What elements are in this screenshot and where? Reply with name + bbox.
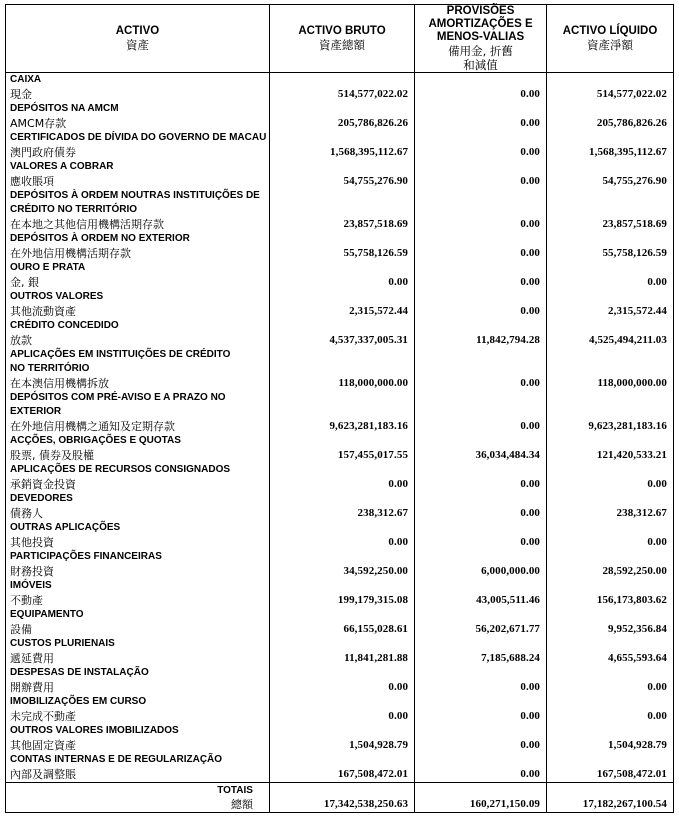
table-row [6, 579, 674, 608]
activo-bruto-value [269, 608, 414, 637]
provisoes-value [415, 189, 547, 232]
activo-liquido-value [547, 391, 674, 434]
activo-liquido-value-text: 514,577,022.02 [596, 88, 667, 100]
table-row [6, 724, 674, 753]
activo-bruto-value-text: 55,758,126.59 [343, 247, 409, 259]
row-label-pt: IMOBILIZAÇÕES EM CURSO [10, 696, 147, 707]
activo-liquido-value [547, 160, 674, 189]
header-activo: ACTIVO 資產 [6, 5, 270, 73]
row-label-zh: 應收賬項 [10, 175, 54, 188]
row-label [6, 695, 270, 724]
row-label-zh: 不動產 [10, 594, 43, 607]
provisoes-value [415, 550, 547, 579]
row-label-pt: OUTROS VALORES IMOBILIZADOS [10, 725, 179, 736]
activo-liquido-value-text: 121,420,533.21 [596, 449, 667, 461]
activo-bruto-value [269, 695, 414, 724]
provisoes-value-text: 43,005,511.46 [476, 594, 541, 606]
table-body [6, 73, 674, 783]
table-row [6, 666, 674, 695]
activo-bruto-value-text: 157,455,017.55 [337, 449, 409, 461]
provisoes-value [415, 521, 547, 550]
table-row [6, 550, 674, 579]
balance-sheet [5, 4, 674, 813]
provisoes-value [415, 160, 547, 189]
activo-liquido-value-text: 54,755,276.90 [602, 175, 667, 187]
activo-bruto-value-text: 205,786,826.26 [337, 117, 409, 129]
table-row [6, 160, 674, 189]
activo-liquido-value [547, 261, 674, 290]
provisoes-value [415, 391, 547, 434]
row-label-pt: VALORES A COBRAR [10, 161, 114, 172]
activo-bruto-value-text: 0.00 [388, 681, 409, 693]
activo-liquido-value-text: 118,000,000.00 [597, 377, 667, 389]
activo-liquido-value [547, 290, 674, 319]
row-label [6, 131, 270, 160]
activo-liquido-value [547, 232, 674, 261]
provisoes-value-text: 0.00 [520, 420, 541, 432]
table-row [6, 463, 674, 492]
activo-liquido-value-text: 28,592,250.00 [602, 565, 667, 577]
provisoes-value [415, 608, 547, 637]
table-row [6, 492, 674, 521]
row-label-pt: OURO E PRATA [10, 262, 86, 273]
activo-bruto-value [269, 189, 414, 232]
provisoes-value [415, 348, 547, 391]
activo-liquido-value-text: 238,312.67 [616, 507, 667, 519]
activo-liquido-value [547, 189, 674, 232]
row-label-pt: EQUIPAMENTO [10, 609, 84, 620]
activo-bruto-value [269, 391, 414, 434]
row-label-zh: 財務投資 [10, 565, 54, 578]
table-row [6, 73, 674, 103]
activo-liquido-value-text: 4,525,494,211.03 [589, 334, 667, 346]
provisoes-value [415, 579, 547, 608]
row-label-pt: DEPÓSITOS À ORDEM NOUTRAS INSTITUIÇÕES DE [10, 190, 260, 201]
row-label [6, 637, 270, 666]
activo-bruto-value [269, 463, 414, 492]
table-row [6, 434, 674, 463]
table-header [6, 5, 674, 73]
provisoes-value-text: 6,000,000.00 [481, 565, 541, 577]
activo-bruto-value [269, 348, 414, 391]
activo-liquido-value [547, 73, 674, 103]
activo-liquido-value [547, 637, 674, 666]
row-label [6, 550, 270, 579]
row-label-pt: DEPÓSITOS À ORDEM NO EXTERIOR [10, 233, 190, 244]
provisoes-value-text: 11,842,794.28 [476, 334, 541, 346]
provisoes-value-text: 56,202,671.77 [475, 623, 541, 635]
activo-bruto-value [269, 666, 414, 695]
provisoes-value-text: 0.00 [520, 377, 541, 389]
activo-bruto-value [269, 102, 414, 131]
row-label [6, 232, 270, 261]
row-label-zh: 其他投資 [10, 536, 54, 549]
row-label [6, 724, 270, 753]
provisoes-value [415, 261, 547, 290]
activo-bruto-value [269, 232, 414, 261]
activo-liquido-value [547, 348, 674, 391]
provisoes-value-text: 0.00 [520, 305, 541, 317]
provisoes-value-text: 0.00 [520, 536, 541, 548]
totals-bruto: 17,342,538,250.63 [269, 783, 414, 813]
provisoes-value-text: 0.00 [520, 478, 541, 490]
row-label [6, 608, 270, 637]
totals-provisoes: 160,271,150.09 [415, 783, 547, 813]
row-label [6, 521, 270, 550]
activo-bruto-value-text: 118,000,000.00 [338, 377, 409, 389]
row-label-pt: CRÉDITO NO TERRITÓRIO [10, 204, 138, 215]
row-label [6, 666, 270, 695]
activo-bruto-value-text: 514,577,022.02 [337, 88, 409, 100]
activo-liquido-value-text: 9,952,356.84 [608, 623, 667, 635]
row-label-zh: AMCM存款 [10, 117, 67, 130]
activo-bruto-value-text: 2,315,572.44 [349, 305, 409, 317]
activo-bruto-value [269, 492, 414, 521]
activo-liquido-value-text: 1,568,395,112.67 [589, 146, 667, 158]
row-label-pt: APLICAÇÕES EM INSTITUIÇÕES DE CRÉDITO [10, 349, 231, 360]
row-label [6, 463, 270, 492]
activo-liquido-value [547, 608, 674, 637]
activo-bruto-value [269, 434, 414, 463]
activo-liquido-value [547, 666, 674, 695]
row-label-pt: DEPÓSITOS NA AMCM [10, 103, 119, 114]
row-label-pt: CAIXA [10, 74, 42, 85]
provisoes-value [415, 637, 547, 666]
row-label-pt: OUTROS VALORES [10, 291, 104, 302]
row-label-zh: 金, 銀 [10, 276, 39, 289]
activo-liquido-value-text: 0.00 [647, 710, 667, 722]
activo-bruto-value [269, 290, 414, 319]
table-row [6, 261, 674, 290]
activo-bruto-value [269, 261, 414, 290]
row-label-zh: 未完成不動產 [10, 710, 76, 723]
provisoes-value-text: 7,185,688.24 [481, 652, 541, 664]
row-label-pt: CONTAS INTERNAS E DE REGULARIZAÇÃO [10, 754, 223, 765]
totals-label: TOTAIS 總額 [6, 783, 270, 813]
provisoes-value [415, 724, 547, 753]
provisoes-value [415, 232, 547, 261]
provisoes-value-text: 0.00 [520, 175, 541, 187]
table-row [6, 695, 674, 724]
provisoes-value-text: 0.00 [520, 117, 541, 129]
provisoes-value-text: 0.00 [520, 146, 541, 158]
row-label-pt: DEVEDORES [10, 493, 73, 504]
activo-bruto-value-text: 199,179,315.08 [337, 594, 409, 606]
totals-row [6, 783, 674, 813]
row-label-zh: 開辦費用 [10, 681, 54, 694]
row-label-pt: NO TERRITÓRIO [10, 363, 90, 374]
activo-liquido-value [547, 319, 674, 348]
row-label [6, 492, 270, 521]
provisoes-value [415, 666, 547, 695]
row-label-zh: 在本澳信用機構拆放 [10, 377, 109, 390]
row-label-zh: 設備 [10, 623, 32, 636]
table-row [6, 608, 674, 637]
activo-liquido-value-text: 0.00 [647, 681, 667, 693]
row-label-zh: 其他固定資產 [10, 739, 76, 752]
table-row [6, 319, 674, 348]
row-label [6, 319, 270, 348]
activo-liquido-value-text: 2,315,572.44 [608, 305, 667, 317]
row-label-zh: 現金 [10, 88, 32, 101]
provisoes-value [415, 695, 547, 724]
row-label [6, 73, 270, 103]
row-label-pt: CERTIFICADOS DE DÍVIDA DO GOVERNO DE MACAU [10, 132, 267, 143]
activo-bruto-value-text: 1,504,928.79 [349, 739, 409, 751]
table-row [6, 521, 674, 550]
activo-liquido-value-text: 1,504,928.79 [608, 739, 667, 751]
activo-liquido-value [547, 102, 674, 131]
row-label [6, 434, 270, 463]
totals-liquido: 17,182,267,100.54 [547, 783, 674, 813]
provisoes-value-text: 0.00 [520, 768, 541, 780]
header-activo-bruto: ACTIVO BRUTO 資產總額 [269, 5, 414, 73]
row-label-pt: DEPÓSITOS COM PRÉ-AVISO E A PRAZO NO [10, 392, 226, 403]
activo-liquido-value [547, 492, 674, 521]
activo-liquido-value-text: 0.00 [647, 478, 667, 490]
row-label-pt: EXTERIOR [10, 406, 62, 417]
row-label-zh: 放款 [10, 334, 32, 347]
provisoes-value-text: 0.00 [520, 276, 541, 288]
provisoes-value [415, 290, 547, 319]
row-label-pt: OUTRAS APLICAÇÕES [10, 522, 121, 533]
row-label [6, 261, 270, 290]
table-row [6, 131, 674, 160]
provisoes-value-text: 0.00 [520, 247, 541, 259]
table-row [6, 102, 674, 131]
provisoes-value [415, 492, 547, 521]
provisoes-value-text: 0.00 [520, 681, 541, 693]
activo-liquido-value [547, 550, 674, 579]
activo-bruto-value-text: 1,568,395,112.67 [330, 146, 409, 158]
table-row [6, 232, 674, 261]
activo-bruto-value [269, 753, 414, 783]
activo-liquido-value [547, 463, 674, 492]
activo-liquido-value-text: 0.00 [647, 536, 667, 548]
activo-bruto-value [269, 73, 414, 103]
activo-bruto-value [269, 160, 414, 189]
activo-bruto-value-text: 0.00 [388, 276, 409, 288]
table-row [6, 348, 674, 391]
activo-liquido-value-text: 9,623,281,183.16 [588, 420, 667, 432]
row-label-zh: 遞延費用 [10, 652, 54, 665]
activo-bruto-value-text: 4,537,337,005.31 [329, 334, 409, 346]
activo-bruto-value-text: 0.00 [388, 536, 409, 548]
activo-liquido-value [547, 695, 674, 724]
row-label-zh: 在本地之其他信用機構活期存款 [10, 218, 164, 231]
row-label [6, 348, 270, 391]
row-label [6, 579, 270, 608]
activo-liquido-value [547, 753, 674, 783]
activo-liquido-value-text: 205,786,826.26 [596, 117, 667, 129]
activo-liquido-value [547, 724, 674, 753]
activo-liquido-value [547, 434, 674, 463]
activo-bruto-value-text: 167,508,472.01 [337, 768, 409, 780]
row-label-pt: ACÇÕES, OBRIGAÇÕES E QUOTAS [10, 435, 181, 446]
row-label-zh: 債務人 [10, 507, 43, 520]
row-label-pt: CUSTOS PLURIENAIS [10, 638, 115, 649]
row-label-zh: 股票, 債券及股權 [10, 449, 94, 462]
activo-bruto-value [269, 131, 414, 160]
activo-bruto-value [269, 521, 414, 550]
activo-bruto-value-text: 34,592,250.00 [343, 565, 409, 577]
row-label-zh: 在外地信用機構之通知及定期存款 [10, 420, 175, 433]
activo-bruto-value-text: 54,755,276.90 [343, 175, 409, 187]
row-label [6, 102, 270, 131]
table-row [6, 189, 674, 232]
activo-bruto-value-text: 23,857,518.69 [343, 218, 409, 230]
row-label [6, 290, 270, 319]
row-label-zh: 在外地信用機構活期存款 [10, 247, 131, 260]
provisoes-value-text: 0.00 [520, 710, 541, 722]
activo-bruto-value-text: 238,312.67 [357, 507, 409, 519]
row-label [6, 160, 270, 189]
table-row [6, 391, 674, 434]
activo-liquido-value-text: 4,655,593.64 [608, 652, 667, 664]
provisoes-value-text: 0.00 [520, 507, 541, 519]
activo-liquido-value-text: 0.00 [647, 276, 667, 288]
activo-liquido-value [547, 521, 674, 550]
provisoes-value [415, 434, 547, 463]
row-label-pt: IMÓVEIS [10, 580, 52, 591]
provisoes-value [415, 319, 547, 348]
activo-liquido-value [547, 131, 674, 160]
provisoes-value [415, 753, 547, 783]
assets-table [5, 4, 674, 813]
row-label-zh: 澳門政府債券 [10, 146, 76, 159]
row-label-zh: 內部及調整賬 [10, 768, 76, 781]
provisoes-value [415, 463, 547, 492]
activo-bruto-value-text: 66,155,028.61 [343, 623, 409, 635]
activo-liquido-value-text: 23,857,518.69 [602, 218, 667, 230]
table-row [6, 290, 674, 319]
activo-liquido-value-text: 55,758,126.59 [602, 247, 667, 259]
provisoes-value-text: 36,034,484.34 [475, 449, 541, 461]
provisoes-value [415, 102, 547, 131]
row-label-pt: APLICAÇÕES DE RECURSOS CONSIGNADOS [10, 464, 231, 475]
row-label [6, 189, 270, 232]
row-label [6, 753, 270, 783]
row-label-zh: 其他流動資產 [10, 305, 76, 318]
row-label-pt: PARTICIPAÇÕES FINANCEIRAS [10, 551, 162, 562]
activo-bruto-value [269, 579, 414, 608]
row-label-zh: 承銷資金投資 [10, 478, 76, 491]
activo-bruto-value [269, 319, 414, 348]
activo-bruto-value-text: 11,841,281.88 [344, 652, 409, 664]
provisoes-value-text: 0.00 [520, 739, 541, 751]
activo-liquido-value-text: 156,173,803.62 [596, 594, 667, 606]
provisoes-value-text: 0.00 [520, 88, 541, 100]
row-label [6, 391, 270, 434]
header-provisoes: PROVISÕES AMORTIZAÇÕES E MENOS-VALIAS 備用金, 折舊 和減值 [415, 5, 547, 73]
table-row [6, 753, 674, 783]
table-row [6, 637, 674, 666]
activo-liquido-value-text: 167,508,472.01 [596, 768, 667, 780]
activo-bruto-value-text: 0.00 [388, 710, 409, 722]
activo-bruto-value [269, 724, 414, 753]
activo-bruto-value [269, 550, 414, 579]
provisoes-value [415, 73, 547, 103]
row-label-pt: DESPESAS DE INSTALAÇÃO [10, 667, 149, 678]
activo-liquido-value [547, 579, 674, 608]
activo-bruto-value-text: 9,623,281,183.16 [329, 420, 409, 432]
provisoes-value-text: 0.00 [520, 218, 541, 230]
activo-bruto-value-text: 0.00 [388, 478, 409, 490]
activo-bruto-value [269, 637, 414, 666]
provisoes-value [415, 131, 547, 160]
header-activo-liquido: ACTIVO LÍQUIDO 資產淨額 [547, 5, 674, 73]
row-label-pt: CRÉDITO CONCEDIDO [10, 320, 119, 331]
